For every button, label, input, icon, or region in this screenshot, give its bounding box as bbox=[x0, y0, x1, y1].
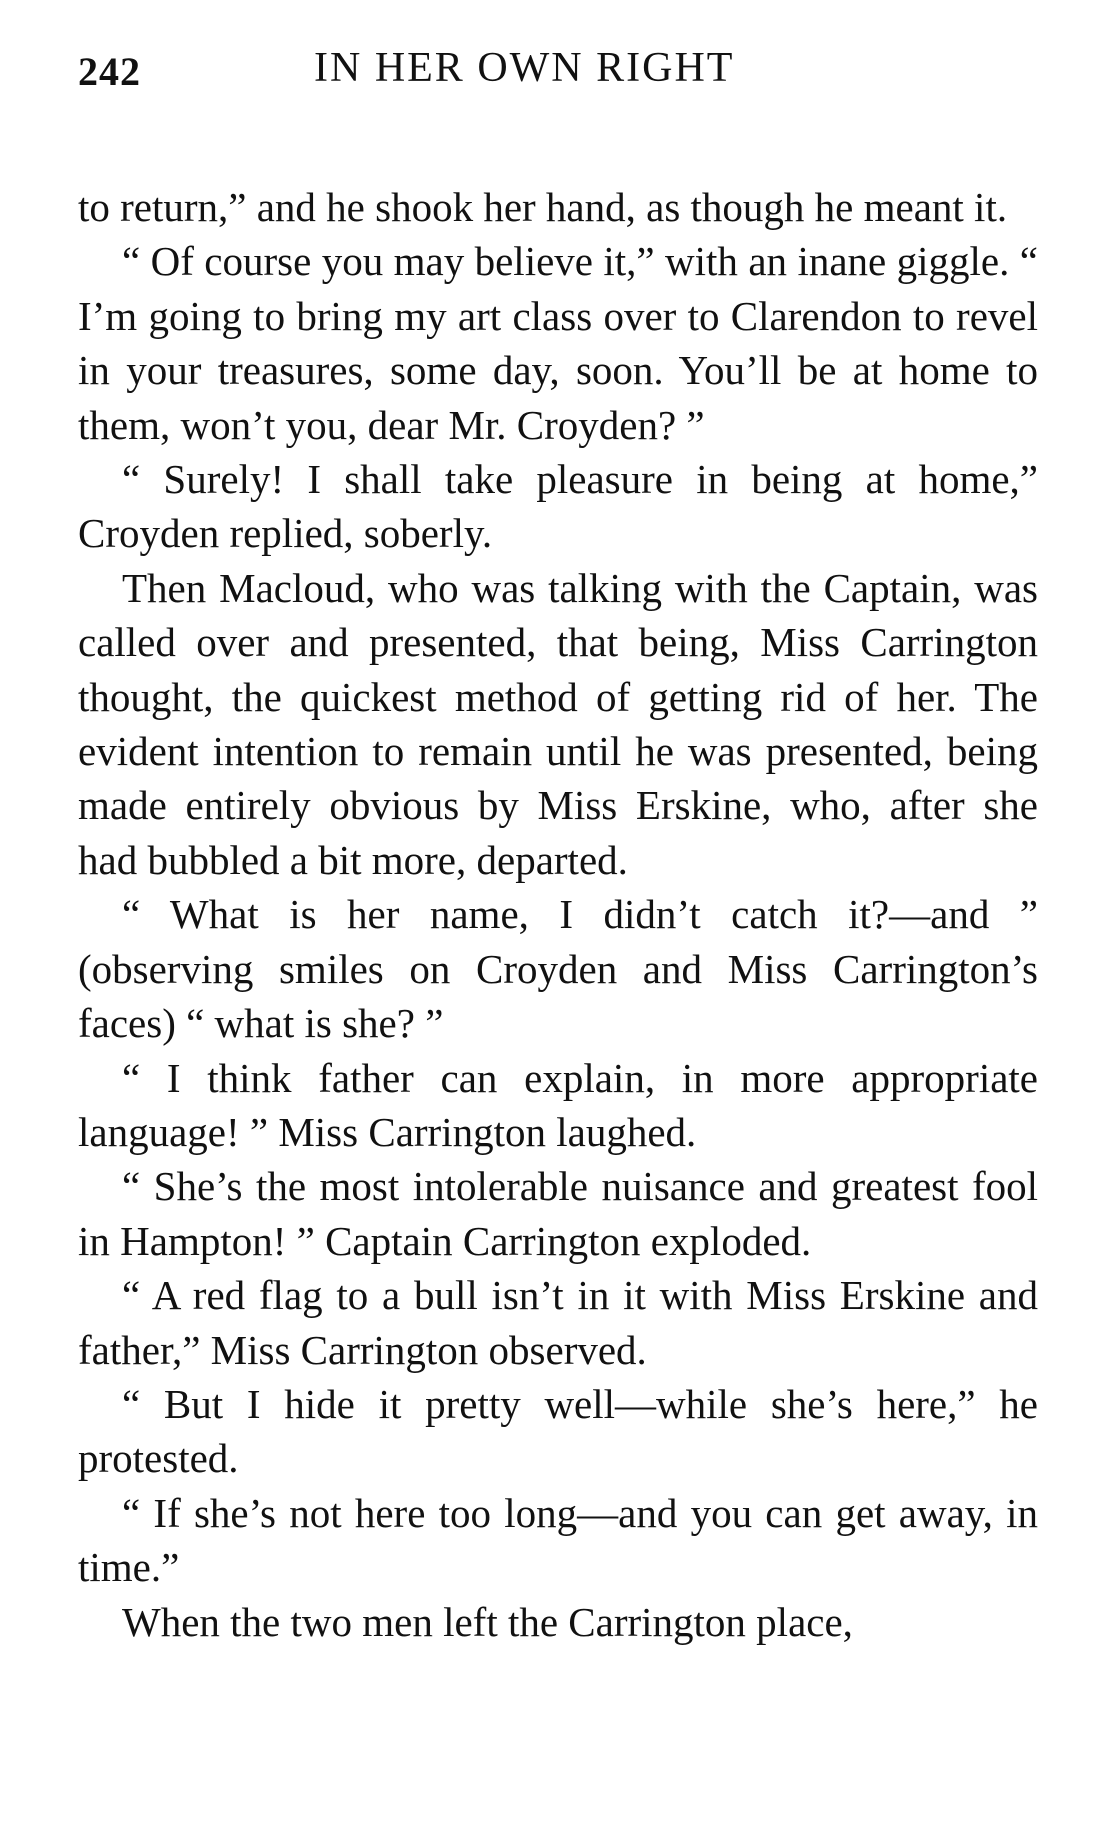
paragraph: “ Of course you may believe it,” with an inane giggle. “ I’m going to bring my art class over to Clarendon to revel in your treasures, some day, soon. You’ll be at home to them, won’t you, dear Mr. Croyden? ” bbox=[78, 238, 1038, 448]
page-number: 242 bbox=[78, 49, 141, 94]
paragraph: “ But I hide it pretty well—while she’s here,” he protested. bbox=[78, 1380, 1038, 1482]
book-page bbox=[78, 38, 1038, 1649]
paragraph: “ I think father can explain, in more appropriate language! ” Miss Carrington laughed. bbox=[78, 1054, 1038, 1155]
paragraph: Then Macloud, who was talking with the Captain, was called over and presented, that being, Miss Carrington thought, the quickest method of getting rid of her. The evident intention to remain until he was presented, being made entirely obvious by Miss Erskine, who, after she had bubbled a bit more, departed. bbox=[78, 564, 1038, 883]
paragraph: “ What is her name, I didn’t catch it?—and ” (observing smiles on Croyden and Miss Carrington’s faces) “ what is she? ” bbox=[78, 891, 1038, 1047]
running-title: IN HER OWN RIGHT bbox=[314, 45, 735, 91]
paragraph: “ A red flag to a bull isn’t in it with Miss Erskine and father,” Miss Carrington observed. bbox=[78, 1272, 1038, 1373]
page-header bbox=[78, 38, 1038, 108]
paragraph: When the two men left the Carrington place, bbox=[122, 1598, 853, 1645]
page-body bbox=[78, 180, 1038, 1649]
paragraph: to return,” and he shook her hand, as though he meant it. bbox=[78, 184, 1008, 230]
paragraph: “ She’s the most intolerable nuisance and greatest fool in Hampton! ” Captain Carrington exploded. bbox=[78, 1163, 1038, 1264]
paragraph: “ If she’s not here too long—and you can get away, in time.” bbox=[78, 1489, 1038, 1591]
paragraph: “ Surely! I shall take pleasure in being at home,” Croyden replied, soberly. bbox=[78, 456, 1038, 557]
